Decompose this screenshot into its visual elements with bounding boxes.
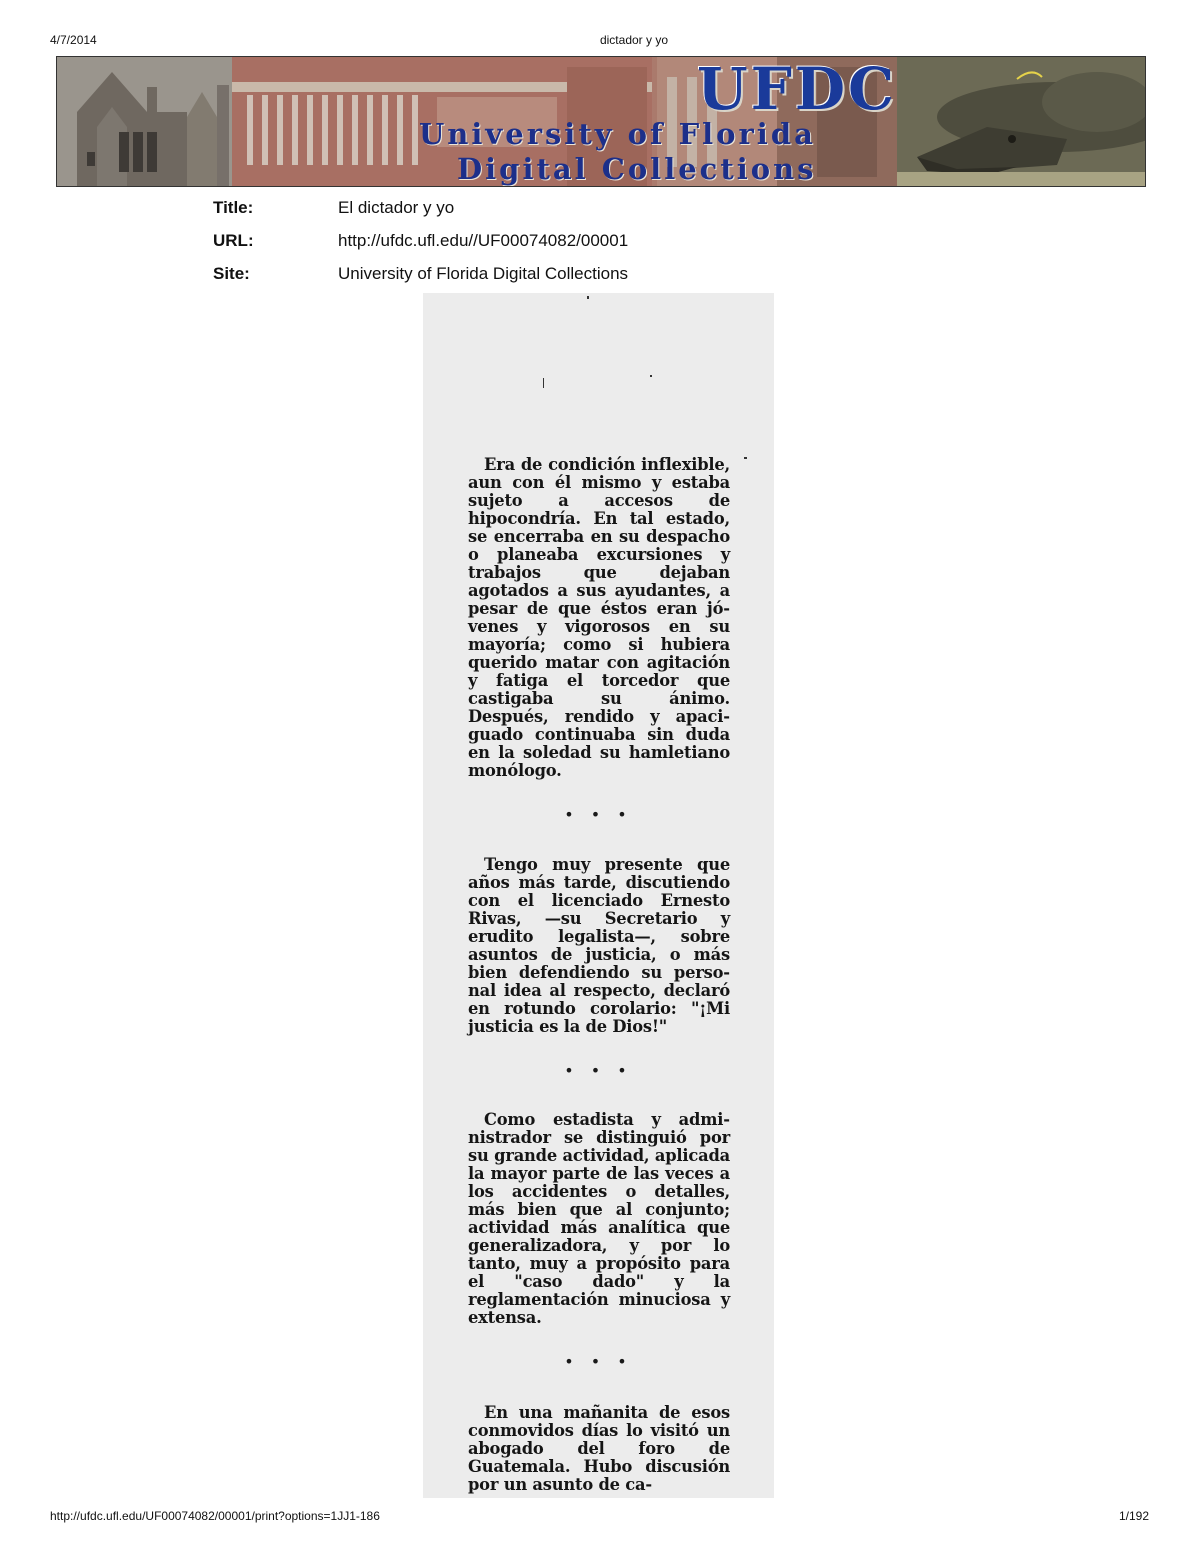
meta-value-site: University of Florida Digital Collections — [338, 264, 629, 283]
scan-separator: • • • — [564, 1352, 633, 1371]
meta-value-title: El dictador y yo — [338, 198, 455, 217]
scan-paragraph: Tengo muy presente que años más tarde, discutiendo con el licenciado Ernesto Rivas, —su Secretario y erudito legalista—, sobre asuntos de justicia, o más bien defendiendo su personal idea al respecto, declaró en rotundo corolario: "¡Mi justicia es la de Dios!" — [468, 855, 730, 1036]
meta-label: URL: — [213, 231, 254, 250]
banner-abbreviation: UFDC — [697, 56, 898, 123]
meta-label: Title: — [213, 198, 254, 217]
banner-line-collections: Digital Collections — [457, 152, 817, 186]
print-footer-url: http://ufdc.ufl.edu/UF00074082/00001/print?options=1JJ1-186 — [50, 1509, 380, 1523]
scan-paragraph: Era de condición inflexible, aun con él mismo y estaba sujeto a accesos de hipocondría. En tal estado, se encerraba en su despacho o planeaba excursiones y trabajos que dejaban agotados a sus ayudantes, a pesar de que éstos eran jóvenes y vigorosos en su mayoría; como si hubiera querido matar con agitación y fatiga el torcedor que castigaba su ánimo. Después, rendido y apaciguado continuaba sin duda en la soledad su hamletiano monólogo. — [468, 455, 730, 780]
print-page-number: 1/192 — [1118, 1509, 1149, 1523]
scan-paragraph: En una mañanita de esos conmovidos días lo visitó un abogado del foro de Guatemala. Hubo discusión por un asunto de ca- — [468, 1403, 730, 1494]
banner-line-university: University of Florida — [419, 117, 816, 151]
print-page-title: dictador y yo — [599, 33, 669, 47]
scan-speck — [587, 296, 589, 299]
ufdc-banner — [56, 56, 1146, 187]
meta-label: Site: — [213, 264, 250, 283]
meta-value-url[interactable]: http://ufdc.ufl.edu//UF00074082/00001 — [338, 231, 629, 250]
scan-speck — [543, 378, 544, 388]
scanned-page-image — [423, 293, 774, 1498]
scan-speck — [650, 375, 652, 377]
scan-speck — [744, 457, 747, 459]
scan-paragraph: Como estadista y administrador se distinguió por su grande actividad, aplicada la mayor parte de las veces a los accidentes o detalles, más bien que al conjunto; actividad más analítica que generalizadora, y por lo tanto, muy a propósito para el "caso dado" y la reglamentación minuciosa y extensa. — [468, 1110, 730, 1327]
scan-separator: • • • — [564, 805, 633, 824]
scan-separator: • • • — [564, 1061, 633, 1080]
print-date: 4/7/2014 — [50, 33, 97, 47]
